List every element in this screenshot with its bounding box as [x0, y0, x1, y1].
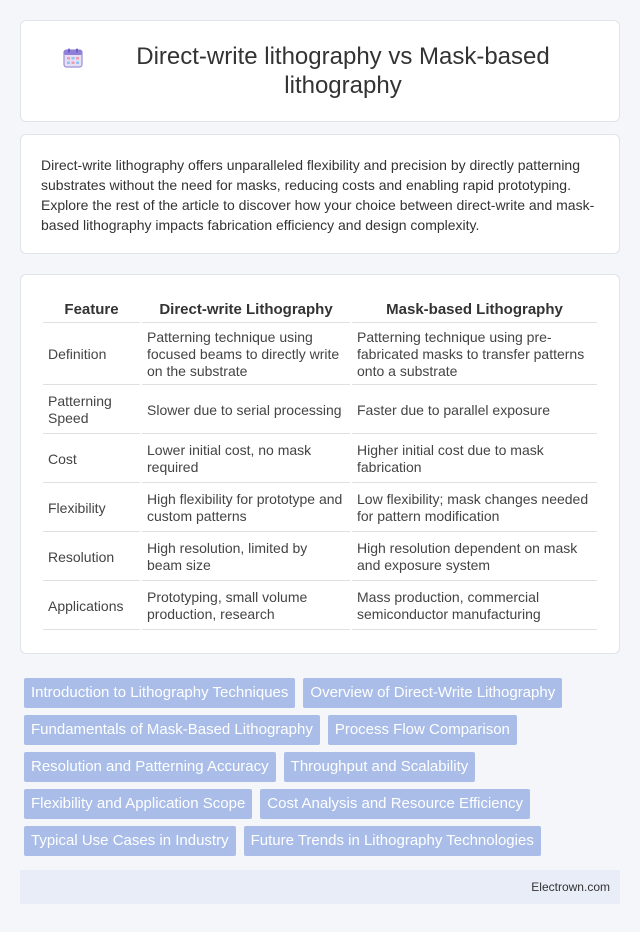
- page-title: Direct-write lithography vs Mask-based lithography: [136, 43, 550, 99]
- table-cell-direct-write: Patterning technique using focused beams to directly write on the substrate: [142, 325, 350, 385]
- table-row: [43, 325, 597, 385]
- table-header-direct-write: Direct-write Lithography: [142, 297, 350, 323]
- table-row: [43, 387, 597, 434]
- table-cell-direct-write: High flexibility for prototype and custom patterns: [142, 485, 350, 532]
- table-cell-feature: Resolution: [43, 534, 140, 581]
- topic-link-future-trends[interactable]: Future Trends in Lithography Technologies: [244, 826, 541, 856]
- topic-link-throughput[interactable]: Throughput and Scalability: [284, 752, 476, 782]
- table-cell-mask-based: Low flexibility; mask changes needed for pattern modification: [352, 485, 597, 532]
- topic-link-cost-analysis[interactable]: Cost Analysis and Resource Efficiency: [260, 789, 530, 819]
- table-cell-feature: Cost: [43, 436, 140, 483]
- topic-link-introduction[interactable]: Introduction to Lithography Techniques: [24, 678, 295, 708]
- table-cell-mask-based: Faster due to parallel exposure: [352, 387, 597, 434]
- table-cell-mask-based: Patterning technique using pre-fabricated masks to transfer patterns onto a substrate: [352, 325, 597, 385]
- topic-link-resolution[interactable]: Resolution and Patterning Accuracy: [24, 752, 276, 782]
- footer: [20, 870, 620, 904]
- table-cell-direct-write: Lower initial cost, no mask required: [142, 436, 350, 483]
- table-row: [43, 485, 597, 532]
- title-wrap: [61, 42, 579, 100]
- table-cell-direct-write: Prototyping, small volume production, research: [142, 583, 350, 630]
- comparison-table: [41, 295, 599, 632]
- table-row: [43, 583, 597, 630]
- table-cell-feature: Applications: [43, 583, 140, 630]
- table-cell-direct-write: High resolution, limited by beam size: [142, 534, 350, 581]
- calendar-icon: [61, 46, 85, 70]
- table-row: [43, 534, 597, 581]
- topic-link-use-cases[interactable]: Typical Use Cases in Industry: [24, 826, 236, 856]
- comparison-card: [20, 274, 620, 654]
- table-cell-feature: Definition: [43, 325, 140, 385]
- table-cell-mask-based: Higher initial cost due to mask fabrication: [352, 436, 597, 483]
- table-header-row: [43, 297, 597, 323]
- topic-links: [20, 678, 620, 856]
- topic-link-flexibility[interactable]: Flexibility and Application Scope: [24, 789, 252, 819]
- title-card: [20, 20, 620, 122]
- topic-link-direct-write-overview[interactable]: Overview of Direct-Write Lithography: [303, 678, 562, 708]
- table-cell-feature: Patterning Speed: [43, 387, 140, 434]
- table-header-feature: Feature: [43, 297, 140, 323]
- topic-link-process-flow[interactable]: Process Flow Comparison: [328, 715, 517, 745]
- table-header-mask-based: Mask-based Lithography: [352, 297, 597, 323]
- intro-text: Direct-write lithography offers unparalleled flexibility and precision by directly patterning substrates without the need for masks, reducing costs and enabling rapid prototyping. Explore the rest of the article to discover how your choice between direct-write and mask-based lithography impacts fabrication efficiency and design complexity.: [41, 157, 595, 233]
- table-cell-mask-based: High resolution dependent on mask and exposure system: [352, 534, 597, 581]
- table-row: [43, 436, 597, 483]
- footer-brand[interactable]: Electrown.com: [531, 880, 610, 894]
- table-cell-mask-based: Mass production, commercial semiconductor manufacturing: [352, 583, 597, 630]
- intro-card: [20, 134, 620, 254]
- table-cell-direct-write: Slower due to serial processing: [142, 387, 350, 434]
- topic-link-mask-based-fundamentals[interactable]: Fundamentals of Mask-Based Lithography: [24, 715, 320, 745]
- table-cell-feature: Flexibility: [43, 485, 140, 532]
